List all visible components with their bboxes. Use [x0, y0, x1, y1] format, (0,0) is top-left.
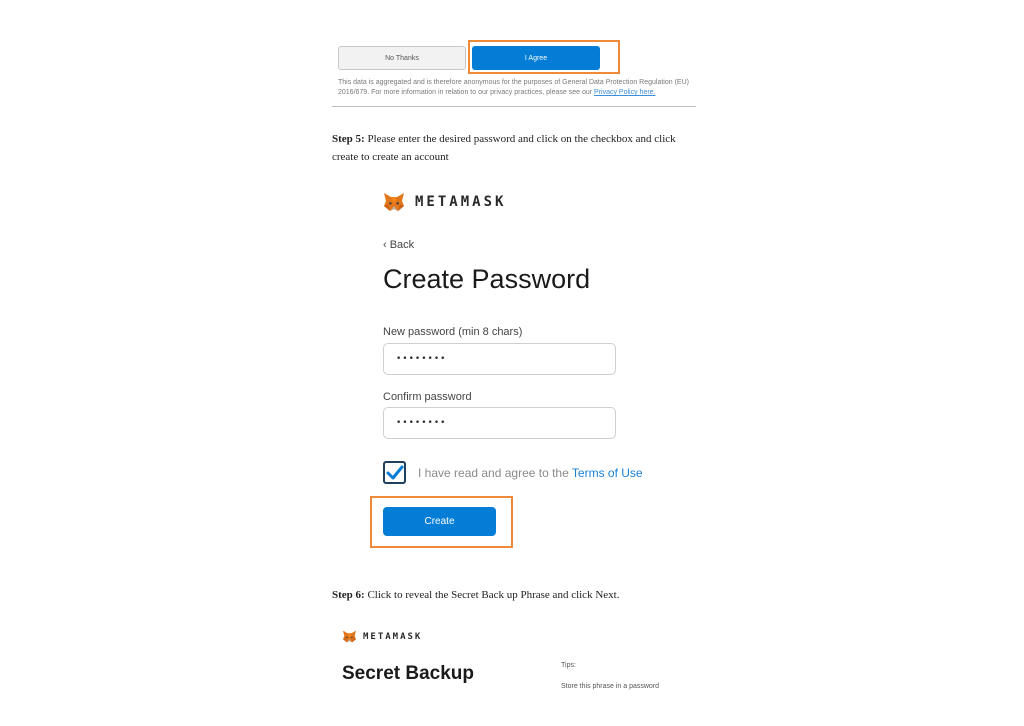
- secret-backup-title: Secret Backup: [342, 663, 475, 684]
- step-6-prefix: Step 6:: [332, 589, 365, 601]
- metamask-fox-icon: [383, 192, 405, 212]
- terms-agreement-text: [418, 466, 643, 480]
- new-password-label: New password (min 8 chars): [383, 326, 523, 338]
- terms-checkbox[interactable]: [383, 461, 406, 484]
- metamask-fox-icon: [342, 630, 357, 643]
- back-link[interactable]: ‹ Back: [383, 239, 415, 251]
- metamask-brand-small: [342, 630, 422, 643]
- consent-screenshot: [332, 36, 696, 108]
- metamask-wordmark-small: METAMASK: [363, 631, 423, 642]
- step-5-prefix: Step 5:: [332, 133, 365, 145]
- create-button[interactable]: Create: [383, 507, 496, 536]
- metamask-brand: [383, 192, 506, 212]
- step-5-body: Please enter the desired password and click on the checkbox and click create to create an account: [332, 133, 676, 163]
- metamask-wordmark: METAMASK: [415, 194, 507, 210]
- tip-item: Store this phrase in a password: [561, 683, 660, 690]
- page-title: Create Password: [383, 264, 591, 294]
- step-6-text: [332, 586, 702, 604]
- terms-of-use-link[interactable]: Terms of Use: [571, 465, 643, 480]
- no-thanks-button[interactable]: No Thanks: [338, 46, 466, 70]
- privacy-policy-link[interactable]: Privacy Policy here.: [594, 89, 656, 96]
- consent-divider: [332, 106, 696, 107]
- new-password-input[interactable]: ••••••••: [383, 343, 616, 375]
- step-5-text: [332, 130, 702, 166]
- consent-note-text: This data is aggregated and is therefore anonymous for the purposes of General Data Protection Regulation (EU) 2016/679. For more information in relation to our privacy practices, please see our: [338, 79, 689, 96]
- agree-text: I have read and agree to the: [418, 465, 572, 480]
- terms-agreement-row: [383, 461, 643, 484]
- confirm-password-input[interactable]: ••••••••: [383, 407, 616, 439]
- step-6-body: Click to reveal the Secret Back up Phrase and click Next.: [364, 589, 620, 601]
- consent-note: [338, 78, 696, 98]
- i-agree-button[interactable]: I Agree: [472, 46, 600, 70]
- confirm-password-label: Confirm password: [383, 391, 472, 403]
- tips-label: Tips:: [561, 662, 576, 669]
- checkmark-icon: [386, 465, 404, 481]
